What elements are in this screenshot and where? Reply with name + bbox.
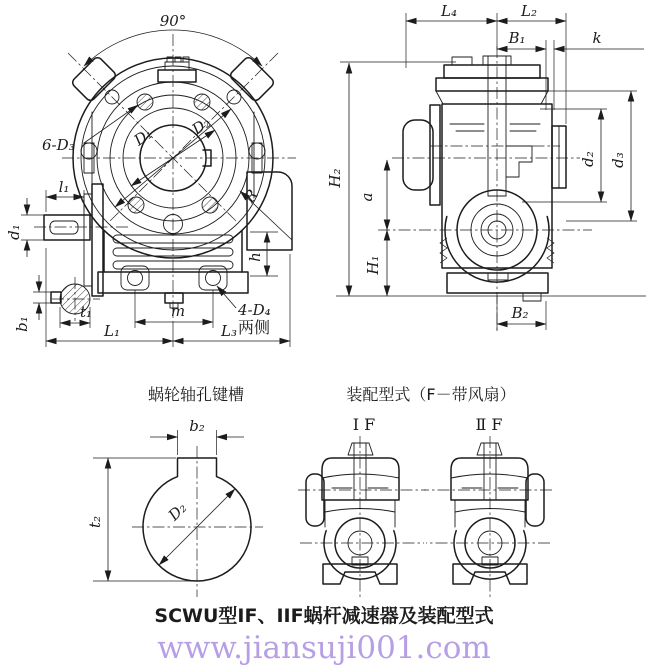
input-flange-plate xyxy=(430,105,440,205)
front-view-housing xyxy=(71,30,292,258)
top-cap xyxy=(158,70,196,82)
keyway-detail-title: 蜗轮轴孔键槽 xyxy=(147,385,245,404)
assembly-title: 装配型式（F－带风扇） xyxy=(346,385,516,404)
axis-height-label: H₁ xyxy=(364,255,382,275)
footer xyxy=(154,604,493,666)
motor-flange-lower xyxy=(436,78,548,91)
reducer-variant-2 xyxy=(424,436,552,598)
length-front-label: L₂ xyxy=(521,2,537,20)
input-shaft xyxy=(44,215,90,240)
screw-head xyxy=(194,94,210,110)
keyway-depth-label: t₂ xyxy=(86,515,104,529)
reducer-variant-1 xyxy=(298,436,426,598)
variant-2-label: Ⅱ F xyxy=(475,415,503,434)
flange-dia-outer-label: d₃ xyxy=(609,152,627,168)
foot-hole-leader xyxy=(217,286,236,308)
input-boss xyxy=(403,120,433,190)
variant-1-label: Ⅰ F xyxy=(352,415,376,434)
base-foot-tab xyxy=(523,293,541,301)
centre-distance-label: a xyxy=(358,192,376,202)
assembly-detail xyxy=(298,385,552,598)
flange-width-label: B₁ xyxy=(508,29,526,47)
foot-span-label: m xyxy=(170,302,186,320)
side-base-plate xyxy=(447,273,548,293)
radius-label: R xyxy=(240,185,262,206)
length-rear-label: L₄ xyxy=(441,2,457,20)
keyway-dimensions xyxy=(93,430,244,581)
shaft-keyway xyxy=(50,221,78,234)
bore-dia-label: D₁ xyxy=(130,124,156,150)
side-view xyxy=(326,2,646,332)
front-view-input-shaft xyxy=(44,184,103,314)
hole-callout-label: 6-D₃ xyxy=(42,136,75,154)
foot-lug xyxy=(121,266,149,290)
base-width-label: B₂ xyxy=(511,304,529,322)
shaft-key xyxy=(51,292,61,303)
drawing-caption: SCWU型IF、IIF蜗杆减速器及装配型式 xyxy=(154,605,494,627)
screw-head xyxy=(128,197,144,213)
angle-label: 90° xyxy=(159,12,187,30)
length-right-label: L₃ xyxy=(221,322,237,340)
key-width-label: b₁ xyxy=(13,316,31,332)
shaft-length-label: l₁ xyxy=(58,178,70,196)
keyway-centerlines xyxy=(132,446,263,597)
side-view-outline xyxy=(336,56,646,301)
foot-hole-callout-label: 4-D₄ xyxy=(238,301,271,319)
front-view xyxy=(5,12,296,347)
bolt-hole xyxy=(81,143,97,159)
keyway-width-label: b₂ xyxy=(189,417,205,435)
fin-height-label: h xyxy=(246,252,264,262)
side-view-dimensions xyxy=(349,13,644,331)
screw-head xyxy=(202,197,218,213)
shaft-dia-label: d₁ xyxy=(5,224,23,240)
clearance-label: k xyxy=(592,29,602,47)
front-view-centerlines xyxy=(34,34,296,322)
foot-lug xyxy=(199,266,227,290)
bolt-hole xyxy=(249,143,265,159)
website-watermark: www.jiansuji001.com xyxy=(157,630,491,666)
keyway-detail xyxy=(86,385,263,597)
overall-height-label: H₂ xyxy=(326,168,344,188)
motor-flange-upper xyxy=(444,65,540,78)
foot-hole-note-label: 两侧 xyxy=(238,318,271,337)
length-left-label: L₁ xyxy=(104,322,120,340)
key-depth-label: t₁ xyxy=(79,303,93,321)
spigot-dia-label: D₂ xyxy=(188,113,214,139)
keyway-bore-dia-label: D₂ xyxy=(164,498,191,525)
screw-head xyxy=(137,94,153,110)
flange-dia-inner-label: d₂ xyxy=(579,151,597,167)
